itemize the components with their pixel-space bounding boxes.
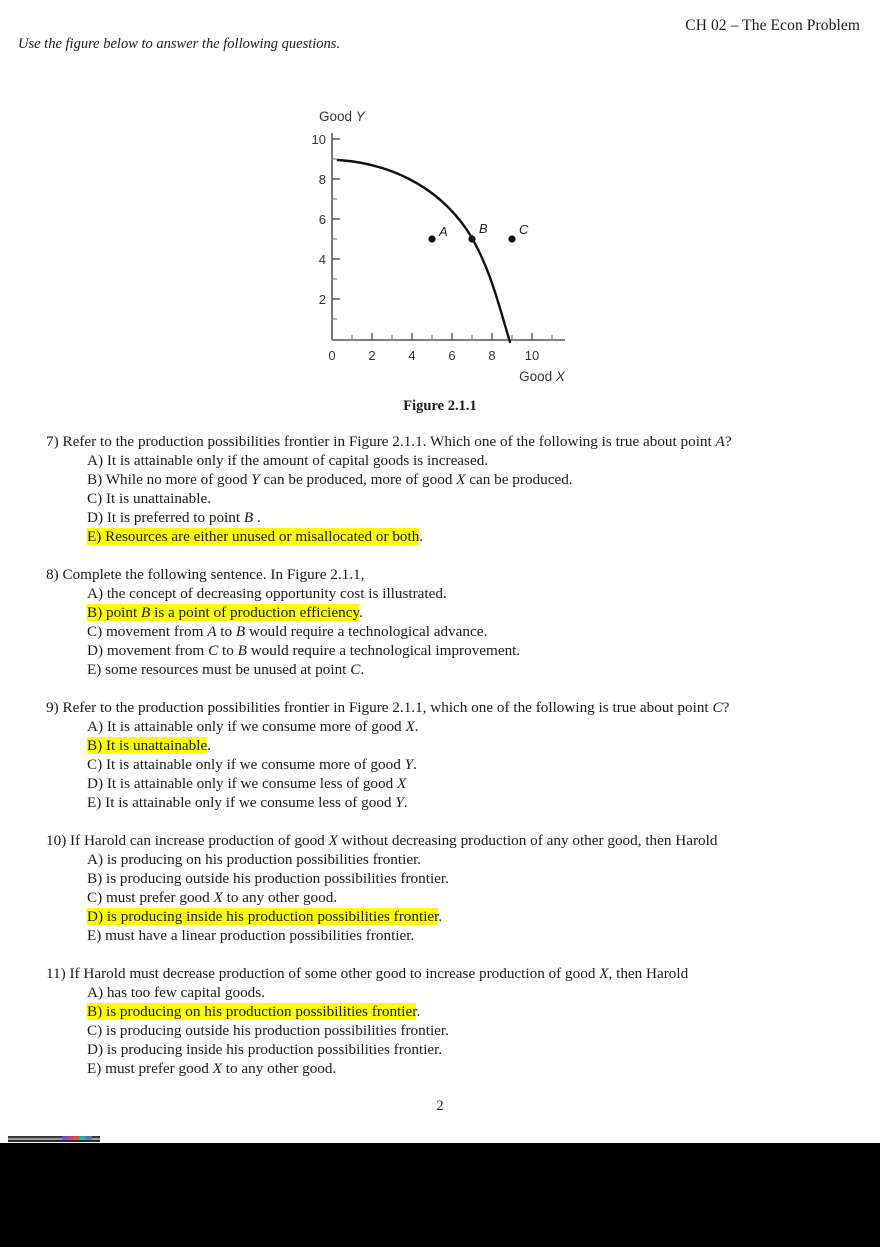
answer-text: C) It is attainable only if we consume more of good Y.: [87, 755, 417, 773]
answer-text: E) It is attainable only if we consume less of good Y.: [87, 793, 408, 811]
svg-text:0: 0: [328, 348, 336, 363]
ppf-chart-svg: [295, 105, 585, 390]
option-list: [0, 718, 880, 813]
option-list: [0, 452, 880, 547]
chapter-header: CH 02 – The Econ Problem: [685, 17, 860, 34]
answer-text: B) is producing outside his production possibilities frontier.: [87, 869, 449, 887]
highlighted-answer: B) point B is a point of production efficiency: [87, 604, 360, 622]
answer-option[interactable]: [0, 756, 880, 775]
option-list: [0, 585, 880, 680]
answer-text: A) It is attainable only if the amount of capital goods is increased.: [87, 452, 489, 470]
y-tick-labels: [312, 132, 326, 307]
question-block: [0, 831, 880, 946]
answer-option[interactable]: [0, 889, 880, 908]
answer-option[interactable]: [0, 718, 880, 737]
svg-text:4: 4: [408, 348, 416, 363]
question-stem: 10) If Harold can increase production of good X without decreasing production of any other good, then Harold: [46, 831, 718, 849]
answer-text: B) While no more of good Y can be produced, more of good X can be produced.: [87, 471, 573, 489]
answer-option[interactable]: [0, 775, 880, 794]
answer-text: E) some resources must be unused at point C.: [87, 660, 365, 678]
question-stem: 7) Refer to the production possibilities frontier in Figure 2.1.1. Which one of the following is true about point A?: [46, 433, 732, 450]
option-list: [0, 984, 880, 1079]
question-number: 7): [46, 433, 59, 450]
question-block: [0, 964, 880, 1079]
answer-option[interactable]: B) is producing on his production possibilities frontier.: [87, 1002, 421, 1020]
answer-text: C) must prefer good X to any other good.: [87, 888, 338, 906]
svg-text:10: 10: [311, 132, 326, 147]
point-a-marker: [428, 235, 435, 242]
answer-option[interactable]: [0, 1041, 880, 1060]
answer-text: E) must have a linear production possibilities frontier.: [87, 926, 415, 944]
page-number: 2: [436, 1098, 444, 1114]
y-axis-major-ticks: [332, 139, 340, 299]
answer-option[interactable]: [0, 642, 880, 661]
viewer-background-band: [0, 1143, 880, 1247]
answer-option[interactable]: [0, 490, 880, 509]
answer-option[interactable]: [0, 623, 880, 642]
svg-text:8: 8: [488, 348, 496, 363]
answer-option[interactable]: D) is producing inside his production possibilities frontier.: [87, 907, 443, 925]
y-axis-title: Good Y: [319, 109, 365, 124]
svg-text:2: 2: [368, 348, 376, 363]
question-stem: 11) If Harold must decrease production of some other good to increase production of good X, then Harold: [46, 964, 689, 982]
instruction-line: Use the figure below to answer the following questions.: [18, 36, 341, 52]
option-list: [0, 851, 880, 946]
answer-option[interactable]: [0, 984, 880, 1003]
answer-option[interactable]: [0, 794, 880, 813]
question-list: [0, 432, 880, 1097]
scrollbar-color-artifact: [62, 1136, 92, 1140]
question-number: 11): [46, 964, 66, 982]
ppf-figure: [295, 105, 585, 390]
point-c-marker: [508, 235, 515, 242]
answer-option[interactable]: B) It is unattainable.: [87, 737, 211, 755]
point-b-marker: [468, 235, 475, 242]
answer-option[interactable]: E) Resources are either unused or misallocated or both.: [87, 527, 424, 545]
question-block: [0, 432, 880, 547]
answer-option[interactable]: [0, 1022, 880, 1041]
question-number: 8): [46, 565, 59, 583]
svg-text:6: 6: [318, 212, 326, 227]
answer-option[interactable]: [0, 870, 880, 889]
answer-text: D) It is preferred to point B .: [87, 509, 261, 527]
answer-text: D) is producing inside his production possibilities frontier.: [87, 1040, 443, 1058]
highlighted-answer: B) is producing on his production possibilities frontier: [87, 1002, 417, 1020]
answer-text: A) has too few capital goods.: [87, 983, 265, 1001]
answer-option[interactable]: [0, 851, 880, 870]
answer-text: C) is producing outside his production possibilities frontier.: [87, 1021, 449, 1039]
ppf-curve: [338, 160, 510, 342]
question-number: 9): [46, 698, 59, 716]
point-b-label: B: [479, 221, 488, 236]
answer-option[interactable]: B) point B is a point of production efficiency.: [87, 604, 363, 622]
question-stem: 8) Complete the following sentence. In Figure 2.1.1,: [46, 565, 365, 583]
svg-text:2: 2: [318, 292, 326, 307]
answer-text: C) movement from A to B would require a technological advance.: [87, 623, 488, 641]
answer-option[interactable]: [0, 509, 880, 528]
svg-text:10: 10: [524, 348, 540, 363]
svg-text:4: 4: [318, 252, 326, 267]
answer-text: A) It is attainable only if we consume more of good X.: [87, 718, 419, 736]
answer-option[interactable]: [0, 927, 880, 946]
answer-text: D) It is attainable only if we consume less of good X: [87, 774, 407, 792]
question-block: [0, 565, 880, 680]
question-block: [0, 698, 880, 813]
answer-option[interactable]: [0, 1060, 880, 1079]
highlighted-answer: D) is producing inside his production possibilities frontier: [87, 907, 439, 925]
question-stem: 9) Refer to the production possibilities frontier in Figure 2.1.1, which one of the following is true about point C?: [46, 698, 730, 716]
figure-caption: Figure 2.1.1: [403, 398, 477, 414]
answer-option[interactable]: [0, 661, 880, 680]
x-axis-title: Good X: [519, 369, 565, 384]
answer-text: E) must prefer good X to any other good.: [87, 1059, 337, 1077]
answer-option[interactable]: [0, 471, 880, 490]
highlighted-answer: E) Resources are either unused or misallocated or both: [87, 527, 420, 545]
answer-option[interactable]: [0, 452, 880, 471]
answer-option[interactable]: [0, 585, 880, 604]
x-tick-labels: [328, 348, 539, 363]
answer-text: D) movement from C to B would require a technological improvement.: [87, 641, 521, 659]
highlighted-answer: B) It is unattainable: [87, 737, 208, 755]
answer-text: C) It is unattainable.: [87, 490, 211, 508]
answer-text: A) is producing on his production possibilities frontier.: [87, 851, 422, 869]
point-c-label: C: [519, 222, 529, 237]
svg-text:8: 8: [318, 172, 326, 187]
question-number: 10): [46, 831, 67, 849]
answer-text: A) the concept of decreasing opportunity cost is illustrated.: [87, 585, 447, 603]
svg-text:6: 6: [448, 348, 456, 363]
point-a-label: A: [439, 224, 448, 239]
